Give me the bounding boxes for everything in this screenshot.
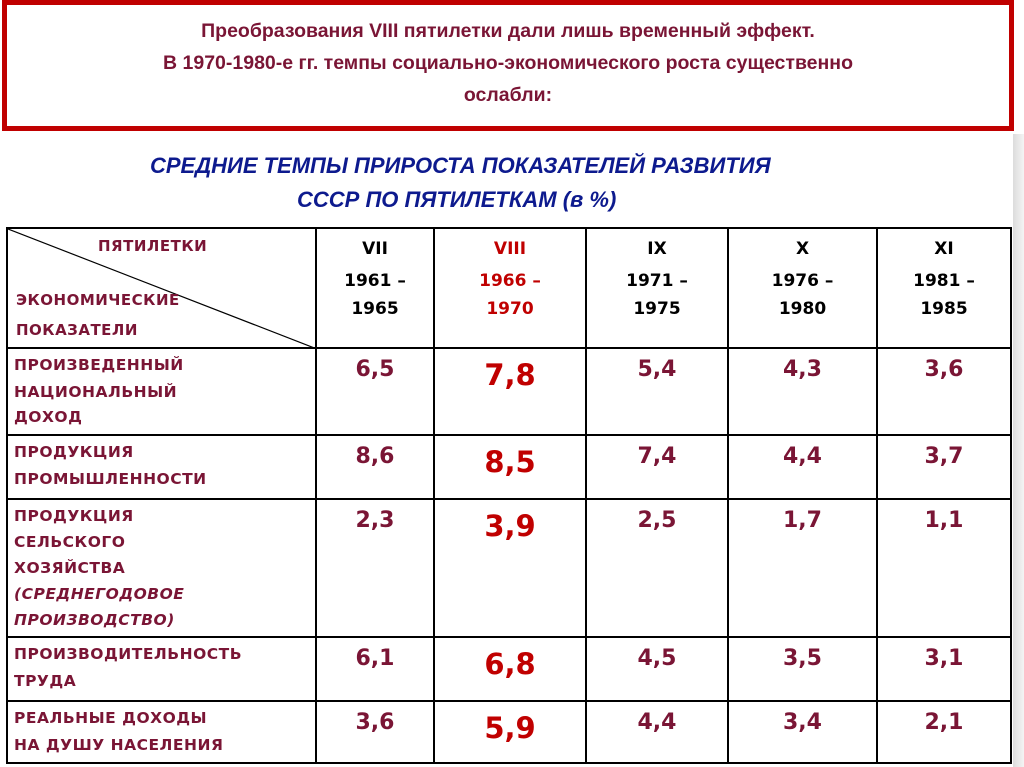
row-label-line: (СРЕДНЕГОДОВОЕ [14,585,185,603]
corner-label-plans: ПЯТИЛЕТКИ [98,237,208,255]
value-cell: 2,1 [877,701,1011,763]
value-cell-highlight: 3,9 [434,499,586,637]
value-cell: 1,7 [728,499,877,637]
plan-years-end: 1985 [920,299,968,319]
value-cell: 8,6 [316,435,434,499]
slide-edge-shadow [1013,134,1024,767]
plan-years-end: 1975 [633,299,681,319]
plan-years-end: 1980 [778,299,827,319]
corner-label-indicators-2: ПОКАЗАТЕЛИ [16,321,138,339]
value-cell: 2,5 [586,499,728,637]
row-label-line: ДОХОД [14,408,83,426]
plan-name: IX [647,239,667,259]
value-cell-highlight: 7,8 [434,348,586,435]
row-label [7,701,316,763]
value-cell-highlight: 5,9 [434,701,586,763]
corner-cell [7,228,316,348]
plan-years-end: 1970 [486,299,534,319]
row-label [7,348,316,435]
row-label [7,637,316,701]
plan-years-start: 1976 – [771,271,834,291]
header-line-2: В 1970-1980-е гг. темпы социально-экономического роста существенно [163,52,853,74]
row-label-line: ПРОДУКЦИЯ [14,507,134,525]
value-cell: 4,3 [728,348,877,435]
row-label-line: ХОЗЯЙСТВА [14,559,126,577]
value-cell: 3,5 [728,637,877,701]
value-cell: 2,3 [316,499,434,637]
table-row-industrial-output [7,435,1011,499]
column-header-x [728,228,877,348]
row-label-line: ПРОМЫШЛЕННОСТИ [14,470,207,488]
column-header-viii [434,228,586,348]
table-row-labor-productivity [7,637,1011,701]
value-cell: 5,4 [586,348,728,435]
column-header-vii [316,228,434,348]
table-row-real-income [7,701,1011,763]
value-cell: 6,1 [316,637,434,701]
growth-rates-table [6,227,1012,764]
row-label-line: ПРОДУКЦИЯ [14,443,134,461]
value-cell: 3,1 [877,637,1011,701]
plan-years-start: 1981 – [913,271,975,291]
header-line-1: Преобразования VIII пятилетки дали лишь временный эффект. [201,20,815,42]
value-cell: 3,4 [728,701,877,763]
row-label-line: ПРОИЗВОДСТВО) [14,611,175,629]
column-header-ix [586,228,728,348]
plan-years-start: 1961 – [344,271,406,291]
row-label-line: СЕЛЬСКОГО [14,533,126,551]
value-cell-highlight: 6,8 [434,637,586,701]
row-label-line: РЕАЛЬНЫЕ ДОХОДЫ [14,709,208,727]
value-cell: 4,4 [728,435,877,499]
value-cell: 1,1 [877,499,1011,637]
value-cell: 3,6 [316,701,434,763]
table-title-line-2: СССР ПО ПЯТИЛЕТКАМ (в %) [297,187,617,212]
plan-name: VIII [493,239,527,259]
value-cell: 6,5 [316,348,434,435]
plan-name: VII [362,239,388,259]
row-label-line: ТРУДА [14,672,77,690]
plan-years-start: 1966 – [479,271,541,291]
table-row-agricultural-output [7,499,1011,637]
plan-years-end: 1965 [351,299,399,319]
value-cell-highlight: 8,5 [434,435,586,499]
row-label [7,435,316,499]
value-cell: 4,5 [586,637,728,701]
header-row [7,228,1011,348]
value-cell: 7,4 [586,435,728,499]
plan-name: X [795,239,810,259]
row-label-line: НАЦИОНАЛЬНЫЙ [14,383,178,401]
value-cell: 4,4 [586,701,728,763]
plan-years-start: 1971 – [626,271,688,291]
value-cell: 3,6 [877,348,1011,435]
header-box [2,0,1014,131]
plan-name: XI [934,239,954,259]
header-line-3: ослабли: [463,84,553,106]
column-header-xi [877,228,1011,348]
table-row-national-income [7,348,1011,435]
value-cell: 3,7 [877,435,1011,499]
row-label [7,499,316,637]
row-label-line: ПРОИЗВЕДЕННЫЙ [14,356,184,374]
corner-label-indicators-1: ЭКОНОМИЧЕСКИЕ [16,291,180,309]
table-title-line-1: СРЕДНИЕ ТЕМПЫ ПРИРОСТА ПОКАЗАТЕЛЕЙ РАЗВИТИЯ [150,153,771,178]
row-label-line: ПРОИЗВОДИТЕЛЬНОСТЬ [14,645,243,663]
row-label-line: НА ДУШУ НАСЕЛЕНИЯ [14,736,224,754]
